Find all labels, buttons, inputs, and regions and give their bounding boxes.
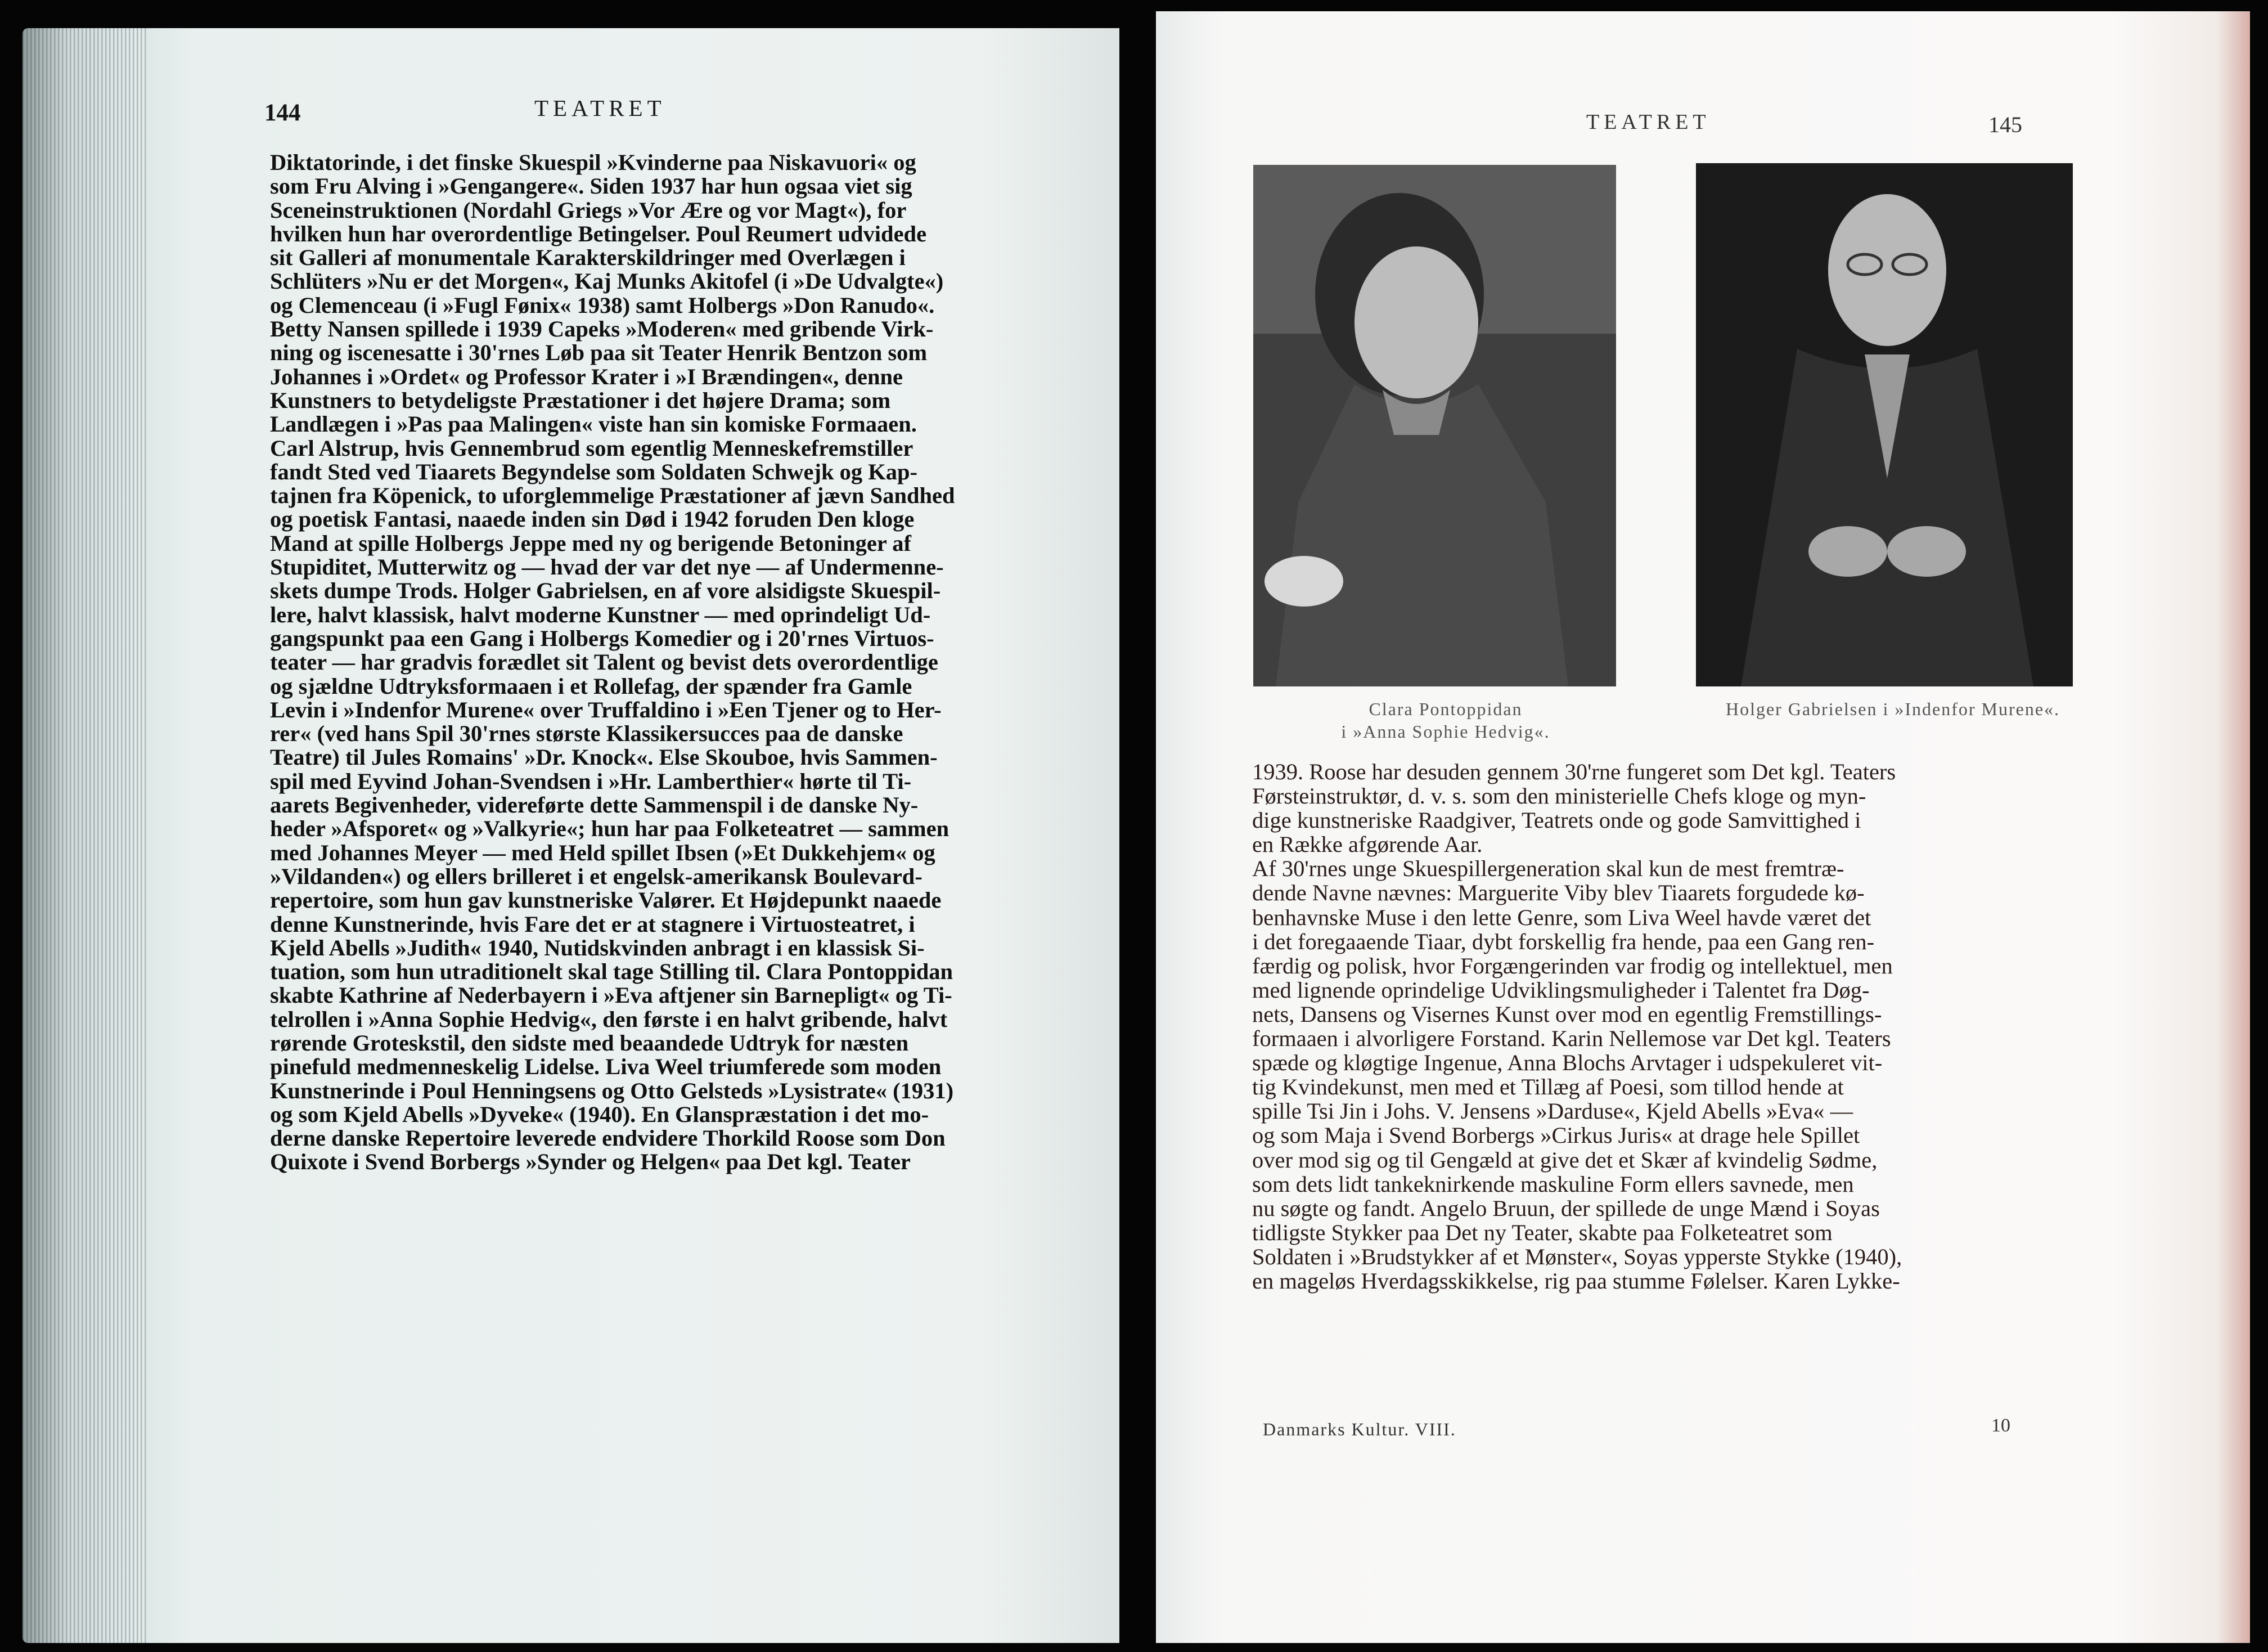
text-line: benhavnske Muse i den lette Genre, som Liva Weel havde været det <box>1252 904 1871 930</box>
text-line: Mand at spille Holbergs Jeppe med ny og berigende Betoninger af <box>270 530 911 556</box>
photo-caption <box>1277 698 1614 743</box>
text-line: fandt Sted ved Tiaarets Begyndelse som Soldaten Schwejk og Kap- <box>270 459 917 484</box>
text-line: færdig og polisk, hvor Forgængerinden var frodig og intellektuel, men <box>1252 953 1893 978</box>
photo-caption: Holger Gabrielsen i »Indenfor Murene«. <box>1725 699 2060 719</box>
text-line: med lignende oprindelige Udviklingsmuligheder i Talentet fra Døg- <box>1252 977 1870 1003</box>
running-header-left: TEATRET <box>534 95 666 121</box>
text-line: nets, Dansens og Visernes Kunst over mod en egentlig Fremstillings- <box>1252 1001 1882 1027</box>
text-line: sit Galleri af monumentale Karakterskildringer med Overlægen i <box>270 245 906 271</box>
text-line: Førsteinstruktør, d. v. s. som den ministerielle Chefs kloge og myn- <box>1252 783 1866 809</box>
text-line: med Johannes Meyer — med Held spillet Ibsen (»Et Dukkehjem« og <box>270 840 935 865</box>
text-line: ning og iscenesatte i 30'rnes Løb paa sit Teater Henrik Bentzon som <box>270 340 928 366</box>
text-line: en Række afgørende Aar. <box>1252 832 1483 858</box>
text-line: som Fru Alving i »Gengangere«. Siden 1937 har hun ogsaa viet sig <box>270 173 912 199</box>
page-edges <box>22 28 146 1643</box>
portrait-photo-holger-gabrielsen <box>1696 163 2073 686</box>
text-line: Af 30'rnes unge Skuespillergeneration skal kun de mest fremtræ- <box>1252 856 1844 882</box>
text-line: Kunstnerinde i Poul Henningsens og Otto Gelsteds »Lysistrate« (1931) <box>270 1078 954 1103</box>
text-line: Carl Alstrup, hvis Gennembrud som egentlig Menneskefremstiller <box>270 435 914 461</box>
text-line: spil med Eyvind Johan-Svendsen i »Hr. Lamberthier« hørte til Ti- <box>270 768 912 794</box>
text-line: pinefuld medmenneskelig Lidelse. Liva Weel triumferede som moden <box>270 1054 942 1080</box>
text-line: Teatre) til Jules Romains' »Dr. Knock«. Else Skouboe, hvis Sammen- <box>270 744 938 770</box>
caption-line: i »Anna Sophie Hedvig«. <box>1341 721 1550 742</box>
text-line: Betty Nansen spillede i 1939 Capeks »Moderen« med gribende Virk- <box>270 316 934 342</box>
text-line: og som Maja i Svend Borbergs »Cirkus Juris« at drage hele Spillet <box>1252 1123 1860 1148</box>
text-line: derne danske Repertoire leverede endvidere Thorkild Roose som Don <box>270 1125 946 1151</box>
text-line: dige kunstneriske Raadgiver, Teatrets onde og gode Samvittighed i <box>1252 807 1861 833</box>
text-line: telrollen i »Anna Sophie Hedvig«, den første i en halvt gribende, halvt <box>270 1006 948 1032</box>
text-line: Sceneinstruktionen (Nordahl Griegs »Vor Ære og vor Magt«), for <box>270 197 907 223</box>
page-number-left: 144 <box>264 100 301 126</box>
text-line: og poetisk Fantasi, naaede inden sin Død i 1942 foruden Den kloge <box>270 506 915 532</box>
text-line: tidligste Stykker paa Det ny Teater, skabte paa Folketeatret som <box>1252 1219 1833 1245</box>
text-line: Soldaten i »Brudstykker af et Mønster«, Soyas ypperste Stykke (1940), <box>1252 1244 1902 1269</box>
page-number-right: 145 <box>1988 112 2022 137</box>
text-line: denne Kunstnerinde, hvis Fare det er at stagnere i Virtuosteatret, i <box>270 911 915 937</box>
text-line: skets dumpe Trods. Holger Gabrielsen, en af vore alsidigste Skuespil- <box>270 578 941 604</box>
text-line: 1939. Roose har desuden gennem 30'rne fungeret som Det kgl. Teaters <box>1252 759 1896 784</box>
text-line: nu søgte og fandt. Angelo Bruun, der spillede de unge Mænd i Soyas <box>1252 1195 1880 1221</box>
text-line: gangspunkt paa een Gang i Holbergs Komedier og i 20'rnes Virtuos- <box>270 625 934 651</box>
text-line: skabte Kathrine af Nederbayern i »Eva aftjener sin Barnepligt« og Ti- <box>270 982 952 1008</box>
text-line: Schlüters »Nu er det Morgen«, Kaj Munks Akitofel (i »De Udvalgte«) <box>270 268 944 294</box>
portrait-illustration <box>1253 165 1616 686</box>
text-line: spille Tsi Jin i Johs. V. Jensens »Darduse«, Kjeld Abells »Eva« — <box>1252 1098 1853 1124</box>
text-line: og sjældne Udtryksformaaen i et Rollefag, der spænder fra Gamle <box>270 673 912 699</box>
text-line: tuation, som hun utraditionelt skal tage Stilling til. Clara Pontoppidan <box>270 959 953 985</box>
text-line: og Clemenceau (i »Fugl Fønix« 1938) samt Holbergs »Don Ranudo«. <box>270 292 935 318</box>
text-line: heder »Afsporet« og »Valkyrie«; hun har paa Folketeatret — sammen <box>270 816 950 842</box>
text-line: en mageløs Hverdagsskikkelse, rig paa stumme Følelser. Karen Lykke- <box>1252 1268 1900 1294</box>
text-line: lere, halvt klassisk, halvt moderne Kunstner — med oprindeligt Ud- <box>270 601 931 627</box>
footer-signature-mark: 10 <box>1991 1415 2010 1436</box>
text-line: hvilken hun har overordentlige Betingelser. Poul Reumert udvidede <box>270 221 927 246</box>
text-line: Quixote i Svend Borbergs »Synder og Helgen« paa Det kgl. Teater <box>270 1149 911 1175</box>
caption-line: Clara Pontoppidan <box>1369 699 1523 719</box>
text-line: Kjeld Abells »Judith« 1940, Nutidskvinden anbragt i en klassisk Si- <box>270 935 925 960</box>
text-line: som dets lidt tankeknirkende maskuline Form ellers savnede, men <box>1252 1171 1854 1197</box>
text-line: Stupiditet, Mutterwitz og — hvad der var det nye — af Undermenne- <box>270 554 944 580</box>
text-line: Johannes i »Ordet« og Professor Krater i »I Brændingen«, denne <box>270 363 903 389</box>
text-line: Levin i »Indenfor Murene« over Truffaldino i »Een Tjener og to Her- <box>270 697 942 722</box>
text-line: spæde og kløgtige Ingenue, Anna Blochs Arvtager i udspekuleret vit- <box>1252 1050 1883 1076</box>
right-page-body <box>1252 760 2082 1293</box>
text-line: rørende Groteskstil, den sidste med beaandede Udtryk for næsten <box>270 1030 909 1056</box>
text-line: aarets Begivenheder, videreførte dette Sammenspil i de danske Ny- <box>270 792 919 818</box>
running-header-right: TEATRET <box>1586 110 1711 134</box>
text-line: Landlægen i »Pas paa Malingen« viste han sin komiske Formaaen. <box>270 411 917 437</box>
text-line: tajnen fra Köpenick, to uforglemmelige Præstationer af jævn Sandhed <box>270 483 955 509</box>
page-edge-tint <box>2216 11 2250 1643</box>
text-line: formaaen i alvorligere Forstand. Karin Nellemose var Det kgl. Teaters <box>1252 1026 1891 1052</box>
text-line: teater — har gradvis forædlet sit Talent og bevist dets overordentlige <box>270 649 938 675</box>
text-line: repertoire, som hun gav kunstneriske Valører. Et Højdepunkt naaede <box>270 887 942 913</box>
text-line: dende Navne nævnes: Marguerite Viby blev Tiaarets forgudede kø- <box>1252 880 1865 906</box>
portrait-photo-clara-pontoppidan <box>1253 165 1616 686</box>
footer-book-title: Danmarks Kultur. VIII. <box>1263 1419 1456 1439</box>
text-line: over mod sig og til Gengæld at give det et Skær af kvindelig Sødme, <box>1252 1147 1878 1173</box>
text-line: tig Kvindekunst, men med et Tillæg af Poesi, som tillod hende at <box>1252 1074 1844 1100</box>
text-line: og som Kjeld Abells »Dyveke« (1940). En Glanspræstation i det mo- <box>270 1101 929 1127</box>
text-line: Diktatorinde, i det finske Skuespil »Kvinderne paa Niskavuori« og <box>270 150 916 175</box>
text-line: Kunstners to betydeligste Præstationer i det højere Drama; som <box>270 387 891 413</box>
text-line: »Vildanden«) og ellers brilleret i et engelsk-amerikansk Boulevard- <box>270 863 922 889</box>
left-page-body <box>270 151 1058 1174</box>
portrait-illustration <box>1696 163 2073 686</box>
text-line: i det foregaaende Tiaar, dybt forskellig fra hende, paa een Gang ren- <box>1252 928 1875 954</box>
text-line: rer« (ved hans Spil 30'rnes største Klassikersucces paa de danske <box>270 721 903 747</box>
